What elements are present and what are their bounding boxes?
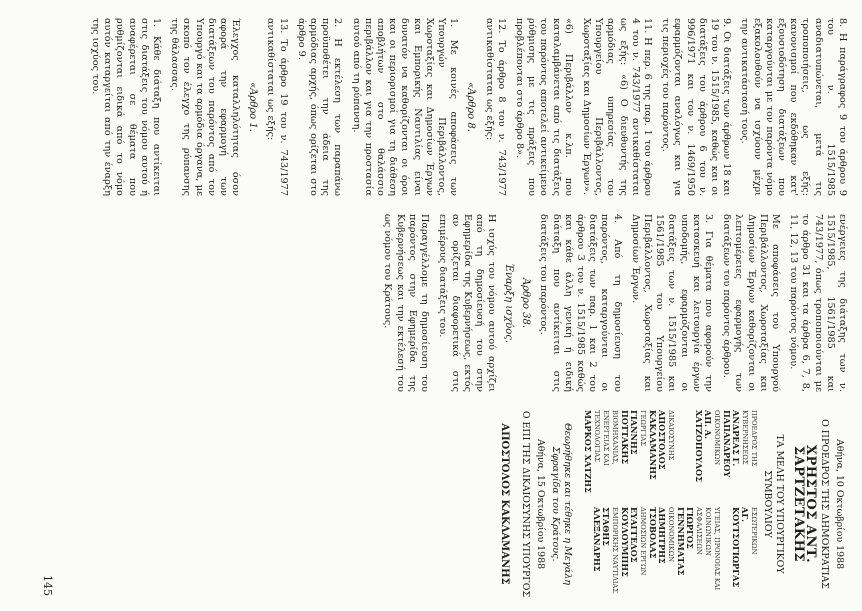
paragraph: 4. Από τη δημοσίευση του παρόντος, καταργούνται οι διατάξεις των παρ. 1 και 2 του άρθρου 3 του ν. 1515/1985 καθώς και κάθε άλλη γενική ή ειδική διάταξη που αντίκειται στις διατάξεις του παρόντος. bbox=[538, 214, 623, 392]
president-name: ΧΡΗΣΤΟΣ ΑΝΤ. ΣΑΡΤΖΕΤΑΚΗΣ bbox=[791, 444, 818, 564]
paragraph: 8. Η παράγραφος 9 του άρθρου 9 του ν. 1515/1985 αναδιατυπώνεται, μετά τις τροποποιήσεις, ως εξής: κανονισμοί που εκδόθηκαν κατ' εξουσιοδότηση διατάξεων που καταργούνται με τον παρόντα νόμο εξακολουθούν να ισχύουν μέχρι την αντικατάστασή τους. bbox=[739, 18, 848, 196]
signatory-name: ΑΠ. Α. ΧΑΤΖΟΠΟΥΛΟΣ bbox=[694, 410, 713, 482]
minister-title: Ο ΕΠΙ ΤΗΣ ΔΙΚΑΙΟΣΥΝΗΣ ΥΠΟΥΡΓΟΣ bbox=[520, 410, 532, 598]
signatory-title: ΕΜΠΟΡΙΚΗΣ ΝΑΥΤΙΛΙΑΣ bbox=[611, 507, 619, 593]
signatory-title: ΟΙΚΟΝΟΜΙΚΩΝ bbox=[667, 507, 675, 563]
signatory-name: ΜΑΡΚΟΣ ΧΑΤΖΗΣ bbox=[583, 410, 593, 493]
signatory-title: ΒΙΟΜΗΧΑΝΙΑΣ, ΕΝΕΡΓΕΙΑΣ ΚΑΙ ΤΕΧΝΟΛΟΓΙΑΣ bbox=[593, 410, 619, 466]
minister-name: ΑΠΟΣΤΟΛΟΣ ΚΑΚΛΑΜΑΝΗΣ bbox=[499, 423, 510, 585]
signatory bbox=[583, 410, 619, 501]
signatory bbox=[620, 507, 647, 598]
article-heading: Έναρξη ισχύος. bbox=[503, 262, 515, 344]
paragraph: «6) Περιβάλλον κ.λπ. που καταλαμβάνεται από τις διατάξεις του παρόντος αποτελεί αντικείμενο ρύθμισης με τις πράξεις που προβλέπονται στο άρθρο 8». bbox=[513, 18, 574, 196]
signatory-name: ΔΗΜΗΤΡΗΣ ΤΣΟΒΟΛΑΣ bbox=[648, 507, 667, 564]
paragraph: Η ισχύς του νόμου αυτού αρχίζει από τη δημοσίευσή του στην Εφημερίδα της Κυβερνήσεως, εκτός αν ορίζεται διαφορετικά στις επιμέρους διατάξεις του. bbox=[437, 214, 498, 392]
signatory-name: ΑΝΔΡΕΑΣ Γ. ΠΑΠΑΝΔΡΕΟΥ bbox=[722, 410, 741, 478]
article-heading: «Άρθρο 8. bbox=[465, 82, 477, 132]
article-heading: «Άρθρο 1. bbox=[247, 82, 259, 132]
signatory-title: ΔΙΚΑΙΟΣΥΝΗΣ bbox=[667, 410, 675, 461]
signatory bbox=[620, 410, 647, 501]
signatory bbox=[648, 507, 675, 598]
right-column bbox=[12, 410, 848, 598]
signatory-title: ΓΕΩΡΓΙΑΣ bbox=[639, 410, 647, 446]
signatory-title: ΠΡΟΕΔΡΟΣ ΤΗΣ ΚΥΒΕΡΝΗΣΕΩΣ bbox=[741, 410, 758, 467]
paragraph: 12. Το άρθρο 8 του ν. 743/1977 αντικαθίσταται ως εξής: bbox=[483, 18, 507, 196]
paragraph: 9. Οι διατάξεις των άρθρων 18 και 19 του ν. 1515/1985, καθώς και οι διατάξεις του άρθρου 6 του ν. 996/1971 και του ν. 1469/1950 εφαρμόζονται αναλόγως και για τις περιοχές του παρόντος. bbox=[660, 18, 733, 196]
signatory bbox=[648, 410, 675, 501]
paragraph: 13. Το άρθρο 19 του ν. 743/1977 αντικαθίσταται ως εξής: bbox=[265, 18, 289, 196]
president-title: Ο ΠΡΟΕΔΡΟΣ ΤΗΣ ΔΗΜΟΚΡΑΤΙΑΣ bbox=[819, 419, 831, 589]
article-heading: Άρθρο 38. bbox=[520, 277, 532, 329]
signatory bbox=[676, 507, 721, 598]
signatory-title: ΟΙΚΟΝΟΜΙΚΩΝ bbox=[713, 410, 721, 466]
signatories-grid bbox=[583, 410, 758, 598]
paragraph: 1. Με κοινές αποφάσεις των Υπουργών Περιβάλλοντος, Χωροταξίας και Δημοσίων Έργων και Εμπορικής Ναυτιλίας είναι δυνατόν να καθορίζονται οι όροι και οι περιορισμοί για τη διάθεση αποβλήτων στο θαλάσσιο περιβάλλον και για την προστασία αυτού από τη ρύπανση. bbox=[350, 18, 460, 196]
paragraph: ενέργειες της διάταξης των ν. 1515/1985, 1561/1985 και 743/1977, όπως τροποποιούνται με το άρθρο 31 και τα άρθρα 6, 7, 8, 11, 12, 13 του παρόντος νόμου. bbox=[788, 214, 848, 392]
signatory bbox=[583, 507, 619, 598]
signatory bbox=[722, 410, 758, 501]
left-column bbox=[12, 18, 848, 196]
paragraph: 2. Η εκτέλεση των παραπάνω προϋποθέτει την άδεια της αρμόδιας αρχής, όπως ορίζεται στο άρθρο 9. bbox=[295, 18, 344, 196]
middle-column bbox=[12, 214, 848, 392]
page-number: 145 bbox=[41, 575, 55, 596]
paragraph: Παραγγέλλομε τη δημοσίευση του παρόντος στην Εφημερίδα της Κυβερνήσεως και την εκτέλεσή του ως νόμου του Κράτους. bbox=[382, 214, 431, 392]
publication-date: Αθήνα, 15 Οκτωβρίου 1988 bbox=[535, 438, 546, 570]
signatory-name: ΑΓ. ΚΟΥΤΣΟΓΙΩΡΓΑΣ bbox=[731, 507, 750, 588]
signatory-name: ΕΥΑΓΓΕΛΟΣ ΚΟΥΛΟΥΜΠΗΣ bbox=[620, 507, 639, 577]
signatory-title: ΔΗΜΟΣΙΩΝ ΕΡΓΩΝ bbox=[639, 507, 647, 576]
paragraph: 3. Για θέματα που αφορούν την κατασκευή και λειτουργία έργων υποδομής, εφαρμόζονται οι διατάξεις των ν. 1515/1985 και 1561/1985 του Υπουργείου Περιβάλλοντος, Χωροταξίας και Δημοσίων Έργων. bbox=[629, 214, 714, 392]
signatory bbox=[676, 410, 721, 501]
signatory bbox=[722, 507, 758, 598]
paragraph: Έλεγχος καταλληλότητας όσον αφορά την εφαρμογή των διατάξεων του παρόντος από τον Υπουργό και τα αρμόδια όργανα, με σκοπό τον έλεγχο της ρύπανσης της θάλασσας. bbox=[169, 18, 242, 196]
signatory-name: ΑΠΟΣΤΟΛΟΣ ΚΑΚΛΑΜΑΝΗΣ bbox=[648, 410, 667, 480]
cabinet-heading: ΤΑ ΜΕΛΗ ΤΟΥ ΥΠΟΥΡΓΙΚΟΥ ΣΥΜΒΟΥΛΙΟΥ bbox=[762, 434, 785, 574]
date-line: Αθήνα, 10 Οκτωβρίου 1988 bbox=[834, 438, 845, 570]
paragraph: 11. Η περ. 6 της παρ. 1 του άρθρου 4 του ν. 743/1977 αντικαθίσταται ως εξής: «6) Ο διευθυντής της αρμόδιας υπηρεσίας του Υπουργείου Περιβάλλοντος, Χωροταξίας και Δημοσίων Έργων». bbox=[580, 18, 653, 196]
signatory-name: ΓΙΩΡΓΟΣ ΓΕΝΝΗΜΑΤΑΣ bbox=[676, 507, 695, 576]
publication-note: Θεωρήθηκε και τέθηκε η Μεγάλη Σφραγίδα του Κράτους. bbox=[550, 422, 573, 586]
signatory-title: ΕΣΩΤΕΡΙΚΩΝ bbox=[750, 507, 758, 555]
signatory-name: ΣΤΑΘΗΣ ΑΛΕΞΑΝΔΡΗΣ bbox=[592, 507, 611, 572]
signatory-title: ΥΓΕΙΑΣ, ΠΡΟΝΟΙΑΣ ΚΑΙ ΚΟΙΝΩΝΙΚΩΝ ΑΣΦΑΛΙΣΕΩΝ bbox=[695, 507, 721, 591]
paragraph: 1. Κάθε διάταξη που αντίκειται στις διατάξεις του νόμου αυτού ή αναφέρεται σε θέματα που ρυθμίζονται ειδικά από το νόμο αυτόν καταργείται από την έναρξη της ισχύος του. bbox=[90, 18, 163, 196]
signatory-name: ΓΙΑΝΝΗΣ ΠΟΤΤΑΚΗΣ bbox=[620, 410, 639, 465]
paragraph: Με αποφάσεις του Υπουργού Περιβάλλοντος, Χωροταξίας και Δημοσίων Έργων καθορίζονται οι λεπτομέρειες εφαρμογής των διατάξεων του παρόντος άρθρου. bbox=[721, 214, 781, 392]
